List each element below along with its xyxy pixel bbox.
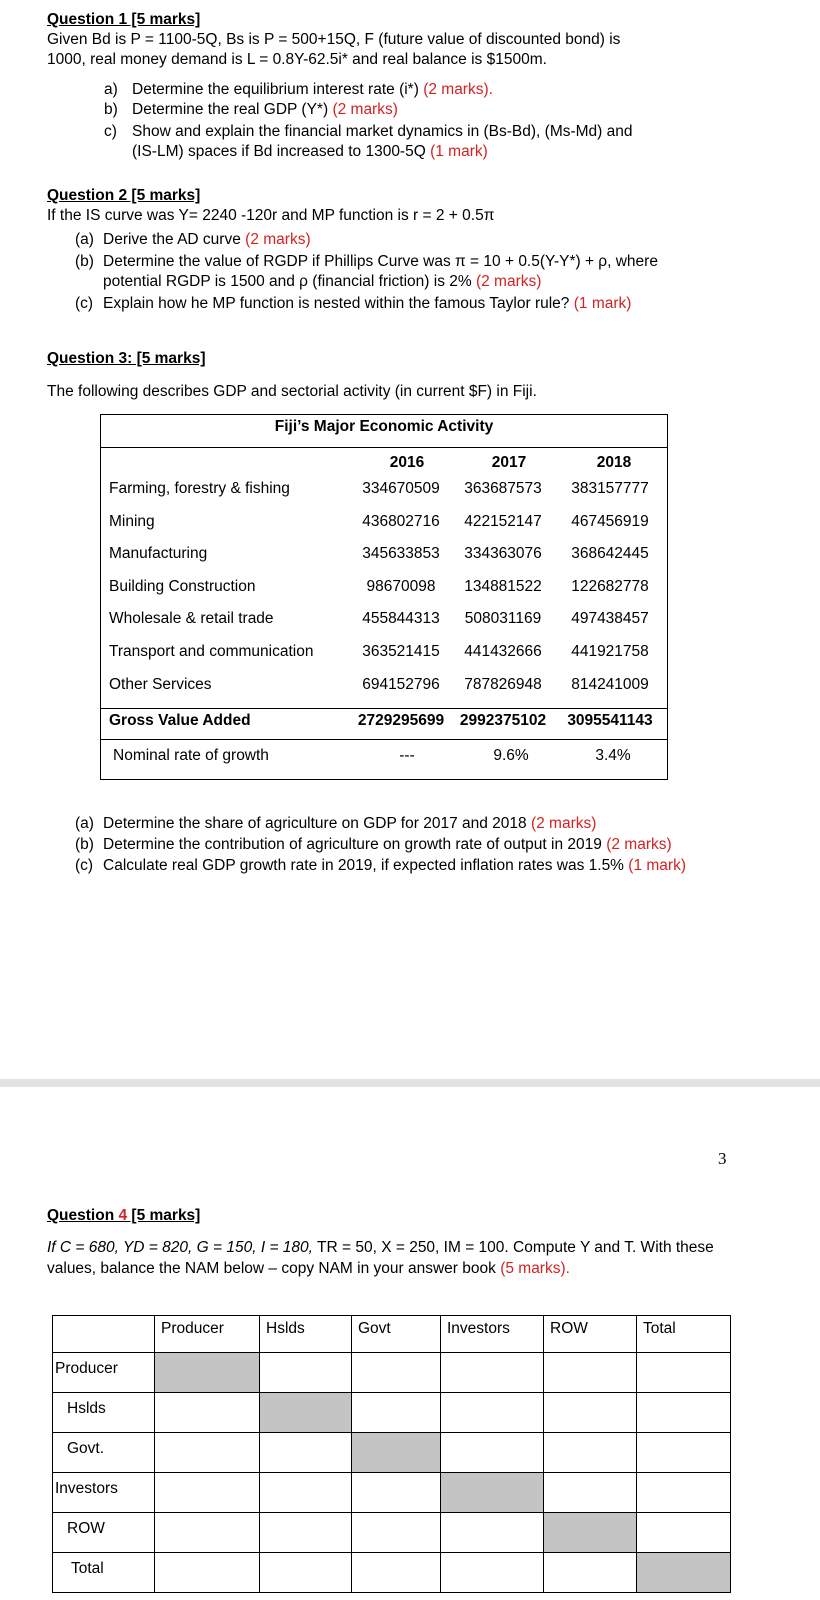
nam-diagonal-cell — [637, 1553, 731, 1593]
table-row — [53, 1513, 731, 1553]
total-divider-top — [101, 708, 667, 709]
sector-value-2018: 368642445 — [571, 545, 649, 563]
nam-cell — [155, 1553, 260, 1593]
nam-cell — [155, 1513, 260, 1553]
nam-cell — [441, 1433, 544, 1473]
sector-name: Building Construction — [109, 577, 256, 595]
sector-value-2018: 497438457 — [571, 610, 649, 628]
year-header-2016: 2016 — [389, 454, 425, 471]
q2-c-marks: (1 mark) — [573, 295, 632, 312]
table-row — [53, 1433, 731, 1473]
q1-part-c — [104, 122, 633, 162]
q3-b-text: Determine the contribution of agriculture on growth rate of output in 2019 — [103, 836, 602, 853]
nam-cell — [260, 1353, 352, 1393]
nam-cell — [155, 1393, 260, 1433]
q4-line1 — [47, 1238, 714, 1258]
table-row — [101, 577, 667, 609]
total-divider-bottom — [101, 739, 667, 740]
nam-cell — [441, 1513, 544, 1553]
table-row — [53, 1353, 731, 1393]
nam-row-header: ROW — [53, 1513, 155, 1553]
q1-part-a — [104, 80, 493, 100]
q2-block — [47, 186, 494, 226]
q2-a-text: Derive the AD curve — [103, 231, 241, 248]
sector-value-2016: 98670098 — [366, 577, 436, 595]
q1-c-text2: (IS-LM) spaces if Bd increased to 1300-5Q — [132, 143, 426, 160]
q2-c-label: (c) — [75, 295, 94, 312]
table-row — [101, 609, 667, 641]
sector-value-2016: 345633853 — [362, 545, 440, 563]
q1-a-label: a) — [104, 81, 118, 98]
table-row — [101, 675, 667, 707]
nam-cell — [260, 1473, 352, 1513]
table-row — [101, 642, 667, 674]
nam-corner-cell — [53, 1316, 155, 1353]
sector-name: Mining — [109, 512, 155, 530]
q4-line2 — [47, 1259, 570, 1279]
total-2016: 2729295699 — [357, 712, 445, 729]
q1-part-b — [104, 100, 398, 120]
nam-cell — [637, 1473, 731, 1513]
sector-name: Farming, forestry & fishing — [109, 480, 290, 497]
fiji-activity-table — [100, 414, 668, 780]
nam-diagonal-cell — [441, 1473, 544, 1513]
q4-heading-suffix: [5 marks] — [127, 1207, 201, 1224]
growth-2016: --- — [399, 747, 415, 764]
q1-line2: 1000, real money demand is L = 0.8Y-62.5i* and real balance is $1500m. — [47, 51, 547, 68]
nam-table — [52, 1315, 731, 1593]
nam-row-header: Total — [53, 1553, 155, 1593]
q4-marks: (5 marks). — [500, 1260, 570, 1277]
q3-c-marks: (1 mark) — [628, 857, 686, 874]
nam-cell — [352, 1473, 441, 1513]
table-row — [101, 479, 667, 511]
sector-value-2017: 508031169 — [464, 610, 542, 628]
nam-cell — [637, 1393, 731, 1433]
q1-a-marks: (2 marks). — [423, 81, 493, 98]
sector-value-2018: 814241009 — [571, 675, 649, 693]
year-header-2017: 2017 — [491, 454, 527, 471]
q3-c-label: (c) — [75, 857, 94, 874]
q1-line1: Given Bd is P = 1100-5Q, Bs is P = 500+15Q, F (future value of discounted bond) is — [47, 31, 621, 48]
nam-cell — [441, 1353, 544, 1393]
nam-cell — [441, 1553, 544, 1593]
nam-column-header: Total — [637, 1316, 731, 1353]
sector-value-2016: 334670509 — [362, 480, 440, 497]
q4-line2-text: values, balance the NAM below – copy NAM in your answer book — [47, 1260, 496, 1277]
q4-heading-prefix: Question — [47, 1207, 119, 1224]
nam-cell — [260, 1553, 352, 1593]
q3-a-text: Determine the share of agriculture on GDP for 2017 and 2018 — [103, 815, 527, 832]
nam-column-header: Hslds — [260, 1316, 352, 1353]
sector-value-2017: 134881522 — [464, 577, 542, 595]
total-2018: 3095541143 — [567, 712, 653, 729]
q3-a-label: (a) — [75, 815, 94, 832]
sector-value-2016: 363521415 — [362, 643, 440, 660]
sector-name: Manufacturing — [109, 545, 208, 563]
growth-row-label: Nominal rate of growth — [113, 747, 269, 764]
sector-value-2016: 455844313 — [362, 610, 440, 628]
q1-c-text1: Show and explain the financial market dynamics in (Bs-Bd), (Ms-Md) and — [132, 123, 633, 140]
nam-row-header: Hslds — [53, 1393, 155, 1433]
nam-cell — [637, 1513, 731, 1553]
q3-part-b — [75, 835, 672, 855]
q1-c-label: c) — [104, 123, 117, 140]
nam-diagonal-cell — [544, 1513, 637, 1553]
q1-b-label: b) — [104, 101, 118, 118]
nam-cell — [155, 1433, 260, 1473]
nam-diagonal-cell — [352, 1433, 441, 1473]
nam-cell — [352, 1553, 441, 1593]
nam-cell — [544, 1553, 637, 1593]
q3-b-marks: (2 marks) — [606, 836, 672, 853]
q2-part-c — [75, 294, 631, 314]
nam-cell — [637, 1353, 731, 1393]
q3-intro: The following describes GDP and sectorial activity (in current $F) in Fiji. — [47, 383, 537, 400]
sector-value-2017: 441432666 — [464, 643, 542, 660]
table-row — [53, 1393, 731, 1433]
total-row-label: Gross Value Added — [109, 712, 251, 729]
sector-value-2018: 441921758 — [571, 643, 649, 660]
nam-column-header: Investors — [441, 1316, 544, 1353]
q2-heading: Question 2 [5 marks] — [47, 187, 201, 204]
nam-cell — [544, 1353, 637, 1393]
sector-value-2017: 363687573 — [464, 480, 542, 497]
q4-line1-rest: TR = 50, X = 250, IM = 100. Compute Y and T. With these — [312, 1239, 714, 1256]
q4-heading-number: 4 — [118, 1207, 128, 1224]
q1-b-text: Determine the real GDP (Y*) — [132, 101, 329, 118]
nam-table-body — [53, 1316, 731, 1593]
q4-heading — [47, 1206, 200, 1226]
q3-a-marks: (2 marks) — [530, 815, 597, 832]
nam-column-header: Producer — [155, 1316, 260, 1353]
nam-cell — [544, 1393, 637, 1433]
page-number: 3 — [718, 1149, 727, 1168]
sector-value-2017: 422152147 — [464, 512, 542, 530]
total-2017: 2992375102 — [459, 712, 547, 729]
nam-row-header: Producer — [53, 1353, 155, 1393]
q2-c-text: Explain how he MP function is nested within the famous Taylor rule? — [103, 295, 570, 312]
nam-column-header: Govt — [352, 1316, 441, 1353]
q2-part-b — [75, 252, 658, 292]
sector-value-2016: 436802716 — [362, 512, 440, 530]
q2-b-label: (b) — [75, 253, 94, 270]
nam-diagonal-cell — [260, 1393, 352, 1433]
q1-c-marks: (1 mark) — [430, 143, 488, 160]
sector-value-2018: 383157777 — [571, 480, 649, 497]
nam-cell — [352, 1353, 441, 1393]
nam-cell — [155, 1473, 260, 1513]
q1-a-text: Determine the equilibrium interest rate (i*) — [132, 81, 419, 98]
nam-cell — [260, 1513, 352, 1553]
nam-row-header: Govt. — [53, 1433, 155, 1473]
nam-cell — [260, 1433, 352, 1473]
q2-b-marks: (2 marks) — [475, 273, 542, 290]
nam-cell — [544, 1473, 637, 1513]
q3-heading: Question 3: [5 marks] — [47, 350, 206, 367]
q3-part-a — [75, 814, 596, 834]
q2-a-marks: (2 marks) — [245, 231, 311, 248]
q3-c-text: Calculate real GDP growth rate in 2019, if expected inflation rates was 1.5% — [103, 857, 624, 874]
q1-b-marks: (2 marks) — [332, 101, 398, 118]
q2-part-a — [75, 230, 311, 250]
q2-a-label: (a) — [75, 231, 94, 248]
growth-2018: 3.4% — [595, 747, 631, 764]
sector-name: Other Services — [109, 675, 212, 693]
sector-value-2018: 467456919 — [571, 512, 649, 530]
nam-cell — [441, 1393, 544, 1433]
table-row — [101, 512, 667, 544]
sector-value-2017: 787826948 — [464, 675, 542, 693]
fiji-table-title: Fiji’s Major Economic Activity — [274, 418, 494, 435]
nam-diagonal-cell — [155, 1353, 260, 1393]
page-separator — [0, 1079, 820, 1087]
q1-heading: Question 1 [5 marks] — [47, 11, 201, 28]
sector-value-2017: 334363076 — [464, 545, 542, 563]
nam-row-header: Investors — [53, 1473, 155, 1513]
nam-cell — [544, 1433, 637, 1473]
growth-row — [101, 746, 667, 778]
growth-2017: 9.6% — [493, 747, 529, 764]
year-header-2018: 2018 — [596, 454, 632, 471]
nam-cell — [637, 1433, 731, 1473]
q1-block — [47, 10, 620, 70]
table-row — [53, 1473, 731, 1513]
q2-line1: If the IS curve was Y= 2240 -120r and MP function is r = 2 + 0.5π — [47, 207, 495, 224]
sector-name: Wholesale & retail trade — [109, 610, 274, 628]
q2-b-text1: Determine the value of RGDP if Phillips Curve was π = 10 + 0.5(Y-Y*) + ρ, where — [103, 253, 658, 270]
table-row — [53, 1553, 731, 1593]
sector-value-2018: 122682778 — [571, 577, 649, 595]
q3-b-label: (b) — [75, 836, 94, 853]
nam-column-header: ROW — [544, 1316, 637, 1353]
sector-value-2016: 694152796 — [362, 675, 440, 693]
q4-line1-italic: If C = 680, YD = 820, G = 150, I = 180, — [47, 1239, 313, 1256]
q3-part-c — [75, 856, 686, 876]
nam-cell — [352, 1393, 441, 1433]
table-row — [101, 544, 667, 576]
nam-header-row — [53, 1316, 731, 1353]
q2-b-text2: potential RGDP is 1500 and ρ (financial friction) is 2% — [103, 273, 472, 290]
table-title-divider — [101, 447, 667, 448]
nam-cell — [352, 1513, 441, 1553]
sector-name: Transport and communication — [109, 643, 314, 660]
